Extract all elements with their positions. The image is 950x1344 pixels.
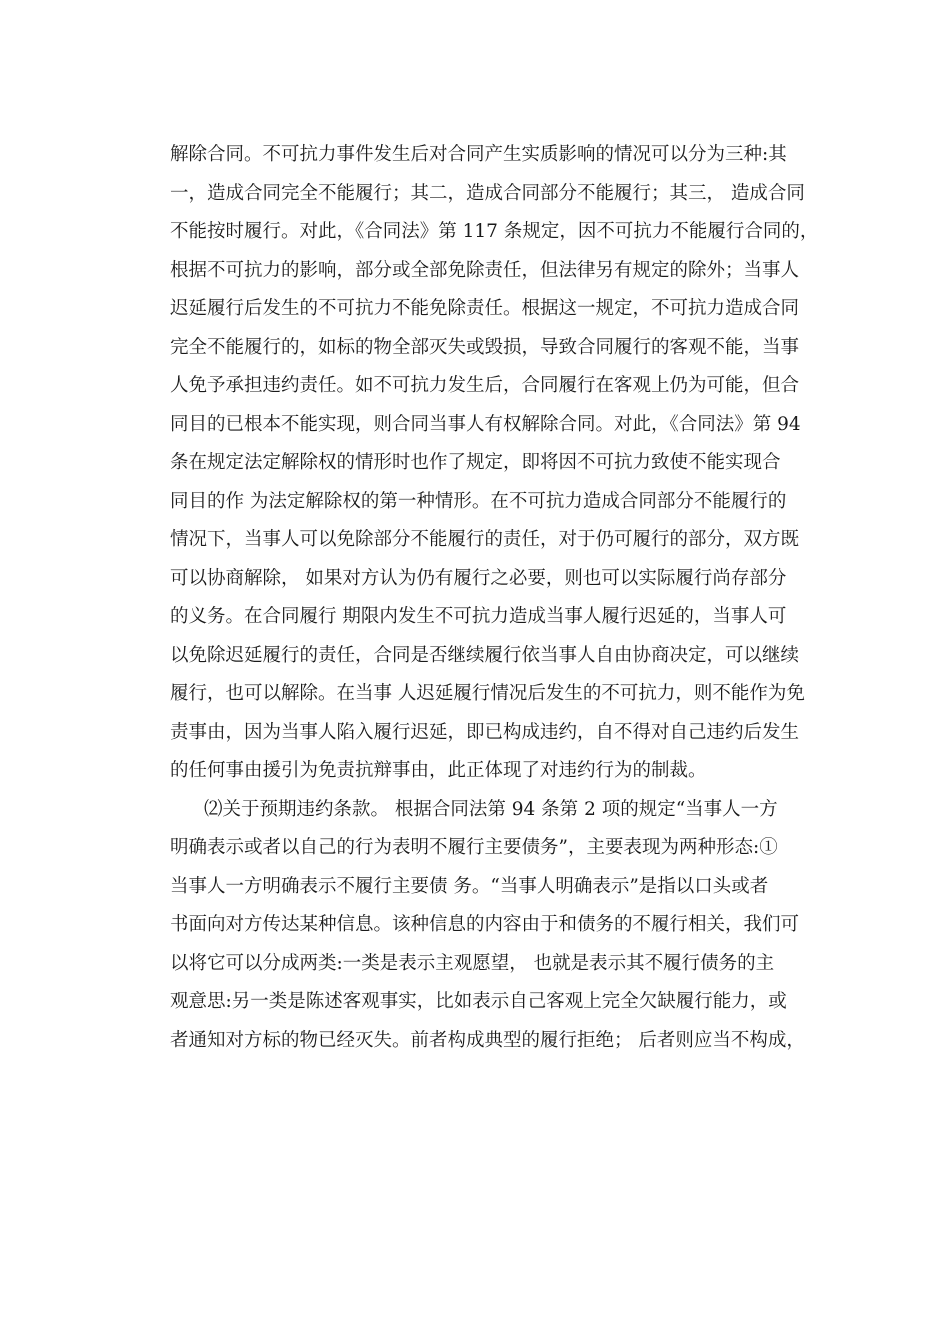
text-line: 情况下，当事人可以免除部分不能履行的责任，对于仍可履行的部分，双方既 — [170, 529, 800, 550]
text-line: 人免予承担违约责任。如不可抗力发生后，合同履行在客观上仍为可能，但合 — [170, 375, 800, 396]
text-line: 一，造成合同完全不能履行；其二，造成合同部分不能履行；其三， 造成合同 — [170, 182, 805, 204]
text-line: 迟延履行后发生的不可抗力不能免除责任。根据这一规定，不可抗力造成合同 — [170, 298, 800, 319]
text-line: 完全不能履行的，如标的物全部灭失或毁损，导致合同履行的客观不能，当事 — [170, 336, 800, 358]
text-line: 的任何事由援引为免责抗辩事由，此正体现了对违约行为的制裁。 — [170, 760, 707, 781]
text-line: 当事人一方明确表示不履行主要债 务。“当事人明确表示”是指以口头或者 — [170, 875, 769, 897]
paragraph-start-line: ⑵关于预期违约条款。 根据合同法第 94 条第 2 项的规定“当事人一方 — [204, 798, 778, 820]
text-line: 解除合同。不可抗力事件发生后对合同产生实质影响的情况可以分为三种:其 — [170, 144, 787, 165]
text-line: 同目的作 为法定解除权的第一种情形。在不可抗力造成合同部分不能履行的 — [170, 490, 787, 512]
text-line: 条在规定法定解除权的情形时也作了规定，即将因不可抗力致使不能实现合 — [170, 452, 781, 473]
text-line: 者通知对方标的物已经灭失。前者构成典型的履行拒绝； 后者则应当不构成， — [170, 1029, 805, 1051]
text-line: 的义务。在合同履行 期限内发生不可抗力造成当事人履行迟延的，当事人可 — [170, 606, 787, 627]
text-line: 同目的已根本不能实现，则合同当事人有权解除合同。对此，《合同法》第 94 — [170, 413, 801, 435]
text-line: 履行，也可以解除。在当事 人迟延履行情况后发生的不可抗力，则不能作为免 — [170, 683, 805, 704]
text-line: 可以协商解除， 如果对方认为仍有履行之必要，则也可以实际履行尚存部分 — [170, 567, 787, 589]
text-line: 以将它可以分成两类:一类是表示主观愿望， 也就是表示其不履行债务的主 — [170, 952, 775, 974]
body-text — [170, 136, 819, 1060]
text-line: 以免除迟延履行的责任，合同是否继续履行依当事人自由协商决定，可以继续 — [170, 644, 800, 666]
text-line: 责事由，因为当事人陷入履行迟延，即已构成违约，自不得对自己违约后发生 — [170, 721, 800, 743]
text-line: 明确表示或者以自己的行为表明不履行主要债务”，主要表现为两种形态:① — [170, 837, 778, 858]
text-line: 观意思:另一类是陈述客观事实，比如表示自己客观上完全欠缺履行能力，或 — [170, 991, 787, 1012]
text-line: 不能按时履行。对此，《合同法》第 117 条规定，因不可抗力不能履行合同的， — [170, 221, 819, 242]
text-line: 书面向对方传达某种信息。该种信息的内容由于和债务的不履行相关，我们可 — [170, 914, 800, 935]
text-line: 根据不可抗力的影响，部分或全部免除责任，但法律另有规定的除外；当事人 — [170, 259, 800, 281]
